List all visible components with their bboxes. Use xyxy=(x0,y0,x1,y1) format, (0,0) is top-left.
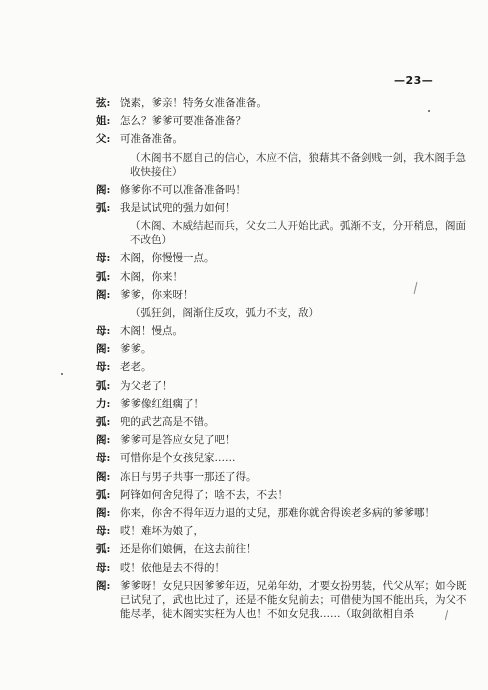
speech-text: 你来，你舍不得年迈力退的丈兒，那难你就舍得诶老多病的爹爹哪！ xyxy=(120,506,435,519)
dialogue-line xyxy=(96,397,468,411)
speaker-label: 父: xyxy=(96,133,111,146)
dialogue-line xyxy=(96,451,468,465)
speaker-label: 弧: xyxy=(96,416,111,428)
speech-text: 为父老了！ xyxy=(120,379,173,392)
dialogue-line xyxy=(96,379,468,393)
direction-text: （弧狂剑，阁渐住反攻，弧力不支，敌） xyxy=(130,306,319,319)
dialogue-line xyxy=(96,579,468,621)
speech-text: 可准备准备。 xyxy=(120,133,183,146)
direction-text: （木阁、木威结起而兵，父女二人开始比武。弧渐不支，分开稍息，阁面不改色） xyxy=(130,220,466,247)
speech-text: 还是你们娘俩，在这去前往！ xyxy=(120,543,257,556)
dialogue-line xyxy=(96,132,468,146)
speaker-label: 弧: xyxy=(96,201,111,214)
dialogue-line xyxy=(96,288,468,302)
speaker-label: 母: xyxy=(96,561,111,574)
speaker-label: 母: xyxy=(96,252,111,265)
script-body xyxy=(96,96,468,625)
dialogue-line xyxy=(96,542,468,556)
stage-direction xyxy=(96,306,468,320)
scan-speck xyxy=(428,110,430,112)
dialogue-line xyxy=(96,342,468,356)
speaker-label: 力: xyxy=(96,397,111,410)
speaker-label: 阁: xyxy=(96,183,111,196)
speech-text: 兜的武艺高是不错。 xyxy=(120,416,215,428)
speech-text: 爹爹像红组瘸了！ xyxy=(120,397,204,410)
dialogue-line xyxy=(96,201,468,215)
dialogue-line xyxy=(96,415,468,429)
dialogue-line xyxy=(96,114,468,128)
page-number: —23— xyxy=(394,74,434,87)
dialogue-line xyxy=(96,96,468,110)
dialogue-line xyxy=(96,524,468,538)
speaker-label: 弧: xyxy=(96,379,111,392)
speech-text: 怎么？爹爹可要准备准备？ xyxy=(120,115,246,128)
speech-text: 阿锋如何舍兒得了；啥不去，不去！ xyxy=(120,488,288,501)
dialogue-line xyxy=(96,561,468,575)
speaker-label: 母: xyxy=(96,525,111,538)
speech-text: 哎！依他是去不得的！ xyxy=(120,561,225,574)
speaker-label: 弧: xyxy=(96,543,111,556)
speaker-label: 弧: xyxy=(96,488,111,501)
speech-text: 爹爹。 xyxy=(120,343,152,356)
speaker-label: 母: xyxy=(96,452,111,465)
dialogue-line xyxy=(96,324,468,338)
speaker-label: 阁: xyxy=(96,434,111,447)
speech-text: 木阁，你来！ xyxy=(120,270,183,283)
speaker-label: 阁: xyxy=(96,579,111,592)
speaker-label: 母: xyxy=(96,325,111,338)
speaker-label: 阁: xyxy=(96,506,111,519)
direction-text: （木阁书不愿自己的信心，木应不信，狼藉其不备剑贱一剑，我木阁手急收快接住） xyxy=(130,151,466,178)
dialogue-line xyxy=(96,270,468,284)
speech-text: 爹爹呀！女兒只因爹爹年迈，兄弟年幼，才要女扮男装，代父从军；如今既已试兒了，武也比过了，还是不能女兒前去；可借使为国不能出兵，为父不能尽孝，徒木阁实实枉为人也！不如女兒我……（取剑欲相自杀 xyxy=(120,579,467,620)
dialogue-line xyxy=(96,360,468,374)
speaker-label: 阁: xyxy=(96,470,111,483)
dialogue-line xyxy=(96,488,468,502)
speaker-label: 阁: xyxy=(96,288,111,301)
speaker-label: 弧: xyxy=(96,270,111,283)
speaker-label: 母: xyxy=(96,361,111,374)
speech-text: 可惜你是个女孩兒家…… xyxy=(120,452,236,465)
speech-text: 冻日与男子共事一那还了得。 xyxy=(120,470,257,483)
speech-text: 老老。 xyxy=(120,361,152,374)
speech-text: 哎！难坏为娘了， xyxy=(120,525,204,538)
dialogue-line xyxy=(96,433,468,447)
speech-text: 我是试试兜的强力如何！ xyxy=(120,201,236,214)
speech-text: 爹爹可是答应女兒了吧！ xyxy=(120,434,236,447)
stage-direction xyxy=(96,219,468,247)
dialogue-line xyxy=(96,506,468,520)
speech-text: 修爹你不可以准备准备吗！ xyxy=(120,183,246,196)
speaker-label: 阁: xyxy=(96,343,111,356)
dialogue-line xyxy=(96,251,468,265)
dialogue-line xyxy=(96,470,468,484)
speech-text: 爹爹，你来呀！ xyxy=(120,288,194,301)
speaker-label: 姐: xyxy=(96,115,111,128)
scan-speck xyxy=(61,373,63,375)
speech-text: 木阁，你慢慢一点。 xyxy=(120,252,215,265)
speech-text: 饶素，爹亲！特务女准备准备。 xyxy=(120,97,267,109)
stage-direction xyxy=(96,151,468,179)
dialogue-line xyxy=(96,183,468,197)
speech-text: 木阁！慢点。 xyxy=(120,325,183,338)
speaker-label: 弦: xyxy=(96,97,111,109)
